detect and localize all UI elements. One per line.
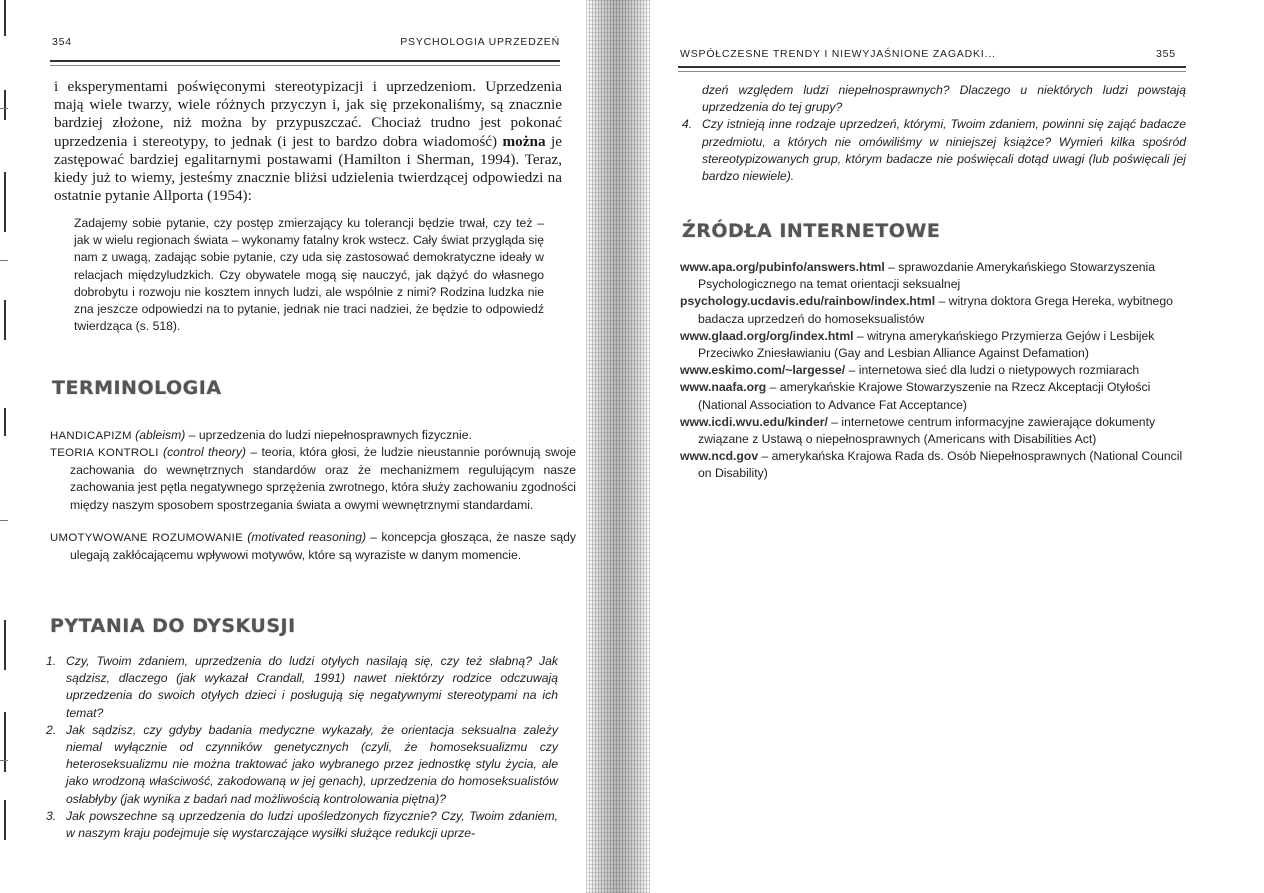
source-item <box>680 259 1186 293</box>
book-spine-gutter <box>586 0 650 893</box>
running-head-left: PSYCHOLOGIA UPRZEDZEŃ <box>400 36 560 48</box>
discussion-heading: PYTANIA DO DYSKUSJI <box>50 615 296 637</box>
term-english: (control theory) <box>163 445 246 459</box>
running-head-right: WSPÓŁCZESNE TRENDY I NIEWYJAŚNIONE ZAGADKI... <box>680 48 996 60</box>
question-text: Jak powszechne są uprzedzenia do ludzi upośledzonych fizycznie? Czy, Twoim zdaniem, w naszym kraju podejmuje się wystarczające wysiłki służące redukcji uprze- <box>66 808 558 841</box>
block-quote: Zadajemy sobie pytanie, czy postęp zmierzający ku tolerancji będzie trwał, czy też – jak w wielu regionach świata – wykonamy fatalny krok wstecz. Cały świat przygląda się nam z uwagą, zadając sobie pytanie, czy uda się zastosować demokratyczne ideały w relacjach międzyludzkich. Czy obywatele mogą się nauczyć, jak dążyć do własnego dobrobytu i rozwoju nie kosztem innych ludzi, ale wspólnie z nimi? Rodzina ludzka nie zna jeszcze odpowiedzi na to pytanie, jednak nie traci nadziei, że będzie to odpowiedź twierdząca (s. 518). <box>74 216 544 334</box>
term-definition: – uprzedzenia do ludzi niepełnosprawnych fizycznie. <box>185 428 472 442</box>
source-url[interactable]: www.ncd.gov <box>680 449 759 464</box>
body-emphasis: można <box>502 132 546 150</box>
question-text: Czy istnieją inne rodzaje uprzedzeń, którymi, Twoim zdaniem, powinni się zająć badacze przedmiotu, a których nie omówiliśmy w niniejszej książce? Wymień kilka spośród stereotypizowanych grup, którym badacze nie poświęcali dotąd uwagi (lub poświęcali jej bardzo niewiele). <box>702 117 1186 184</box>
term-english: (motivated reasoning) <box>247 530 367 544</box>
question-text: Czy, Twoim zdaniem, uprzedzenia do ludzi otyłych nasilają się, czy też słabną? Jak sądzisz, dlaczego (jak wykazał Crandall, 1991) nawet niektórzy rodzice odczuwają uprzedzenia do swoich otyłych dzieci i posługują się negatywnymi stereotypami na ich temat? <box>66 654 558 720</box>
discussion-question-list-cont <box>682 82 1186 185</box>
question-number: 3. <box>46 808 57 823</box>
body-paragraph <box>54 78 562 205</box>
sources-heading: ŹRÓDŁA INTERNETOWE <box>682 220 941 242</box>
right-page <box>650 0 1264 893</box>
source-item <box>680 328 1186 362</box>
question-text: Jak sądzisz, czy gdyby badania medyczne wykazały, że orientacja seksualna zależy niemal wyłącznie od czynników genetycznych (czyli, że homoseksualizmu czy heteroseksualizmu nie można traktować jako wybranego przez jednostkę stylu życia, ale jako wrodzoną właściwość, zakodowaną w jej genach), uprzedzenia do homoseksualistów osłabłyby (jak wynika z badań nad możliwością kontrolowania piętna)? <box>66 722 558 806</box>
source-item <box>680 379 1186 413</box>
source-item <box>680 362 1186 379</box>
source-url[interactable]: www.apa.org/pubinfo/answers.html <box>680 260 885 274</box>
source-description: – amerykańska Krajowa Rada ds. Osób Niepełnosprawnych (National Council on Disability) <box>698 449 1183 481</box>
terminology-heading: TERMINOLOGIA <box>52 377 222 399</box>
discussion-question <box>46 722 558 808</box>
source-item <box>680 448 1186 482</box>
source-url[interactable]: psychology.ucdavis.edu/rainbow/index.html <box>680 294 936 309</box>
source-url[interactable]: www.glaad.org/org/index.html <box>680 328 854 343</box>
question-number: 4. <box>682 117 693 132</box>
header-rule-left <box>50 60 560 66</box>
source-description: – witryna doktora Grega Hereka, wybitnego badacza uprzedzeń do homoseksualistów <box>698 294 1173 326</box>
term-entry <box>50 529 576 564</box>
left-page <box>0 0 590 893</box>
page-number-left: 354 <box>52 36 72 48</box>
term-english: (ableism) <box>135 428 186 442</box>
term-entry <box>50 444 576 514</box>
discussion-question <box>46 653 558 722</box>
source-item <box>680 414 1186 448</box>
discussion-question <box>682 116 1186 185</box>
body-text-part1: i eksperymentami poświęconymi stereotypizacji i uprzedzeniom. Uprzedzenia mają wiele twarzy, wiele różnych przyczyn i, jak się przekonaliśmy, są znacznie bardziej złożone, niż można by przypuszczać. Chociaż trudno jest pokonać uprzedzenia i stereotypy, to jednak (i jest to bardzo dobra wiadomość) <box>54 78 562 150</box>
source-item <box>680 293 1186 327</box>
term-name: HANDICAPIZM <box>50 430 132 442</box>
source-description: – witryna amerykańskiego Przymierza Gejów i Lesbijek Przeciwko Zniesławianiu (Gay and Lesbian Alliance Against Defamation) <box>698 328 1155 361</box>
discussion-question-cont: dzeń względem ludzi niepełnosprawnych? Dlaczego u niektórych ludzi powstają uprzedzenia do tej grupy? <box>702 83 1186 115</box>
source-description: – amerykańskie Krajowe Stowarzyszenie na Rzecz Akceptacji Otyłości (National Association to Advance Fat Acceptance) <box>698 380 1151 412</box>
source-description: – sprawozdanie Amerykańskiego Stowarzyszenia Psychologicznego na temat orientacji seksualnej <box>698 260 1156 292</box>
source-description: – internetowe centrum informacyjne zawierające dokumenty związane z Ustawą o niepełnosprawnych (Americans with Disabilities Act) <box>698 414 1156 447</box>
discussion-question-list <box>46 653 558 842</box>
header-rule-right <box>678 66 1186 72</box>
term-name: TEORIA KONTROLI <box>50 447 159 459</box>
term-name: UMOTYWOWANE ROZUMOWANIE <box>50 532 243 544</box>
internet-sources-list <box>680 259 1186 483</box>
discussion-question <box>46 808 558 842</box>
page-number-right: 355 <box>1156 48 1176 60</box>
term-definition: – koncepcja głosząca, że nasze sądy ulegają zakłócającemu wpływowi motywów, które są wyraziste w danym momencie. <box>70 530 576 563</box>
source-description: – internetowa sieć dla ludzi o nietypowych rozmiarach <box>845 363 1140 378</box>
body-text-part2: je zastępować bardziej egalitarnymi postawami (Hamilton i Sherman, 1994). Teraz, kiedy już to wiemy, jesteśmy znacznie bliżsi udzielenia twierdzącej odpowiedzi na ostatnie pytanie Allporta (1954): <box>54 132 563 205</box>
term-entry <box>50 427 576 445</box>
source-url[interactable]: www.eskimo.com/~largesse/ <box>680 363 846 378</box>
source-url[interactable]: www.icdi.wvu.edu/kinder/ <box>680 414 828 429</box>
question-number: 2. <box>46 722 57 737</box>
question-number: 1. <box>46 654 57 668</box>
source-url[interactable]: www.naafa.org <box>680 380 767 395</box>
term-definition: – teoria, która głosi, że ludzie nieustannie porównują swoje zachowania do wewnętrznych standardów oraz że mechanizmem regulującym nasze zachowania jest pętla negatywnego sprzężenia zwrotnego, która służy zachowaniu zgodności między naszym sposobem spostrzegania świata a owymi wewnętrznymi standardami. <box>70 445 576 512</box>
